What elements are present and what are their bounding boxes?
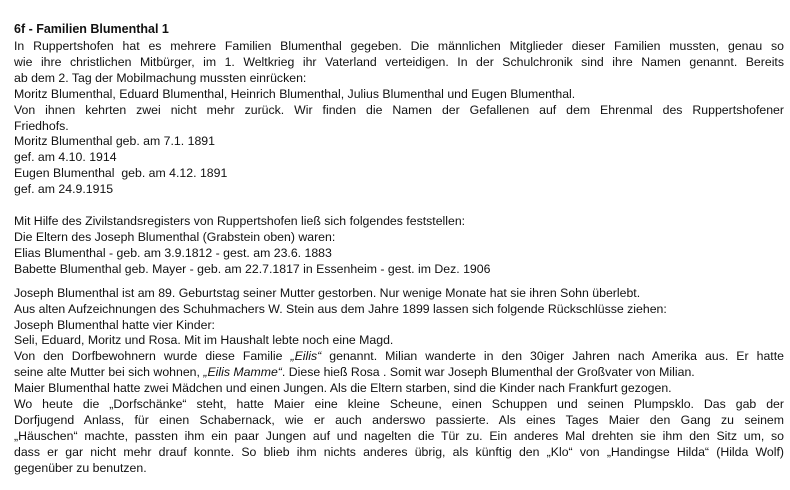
document-page: [14, 22, 784, 477]
text-line: In Ruppertshofen hat es mehrere Familien Blumenthal gegeben. Die männlichen Mitglieder dieser Familien mussten, genau so: [14, 39, 784, 53]
text-line: [14, 349, 784, 365]
text-line: gef. am 24.9.1915: [14, 182, 114, 197]
text-line: Babette Blumenthal geb. Mayer - geb. am 22.7.1817 in Essenheim - gest. im Dez. 1906: [14, 261, 491, 276]
paragraph-register: [14, 214, 784, 278]
text-line: Moritz Blumenthal geb. am 7.1. 1891: [14, 134, 215, 149]
text-line: Joseph Blumenthal ist am 89. Geburtstag seiner Mutter gestorben. Nur wenige Monate hat sie ihren Sohn überlebt.: [14, 285, 641, 300]
text-line: gef. am 4.10. 1914: [14, 150, 117, 165]
text-line: ab dem 2. Tag der Mobilmachung mussten einrücken:: [14, 70, 307, 85]
paragraph-soldiers: [14, 39, 784, 198]
text-line: „Häuschen“ machte, passten ihm ein paar Jungen auf und nagelten die Tür zu. Ein anderes Mal drehten sie ihm den Sitz um, so: [14, 428, 784, 443]
text-line: Die Eltern des Joseph Blumenthal (Grabstein oben) waren:: [14, 229, 336, 244]
text-line: Aus alten Aufzeichnungen des Schuhmachers W. Stein aus dem Jahre 1899 lassen sich folgende Rückschlüsse ziehen:: [14, 301, 667, 316]
text-line: Moritz Blumenthal, Eduard Blumenthal, Heinrich Blumenthal, Julius Blumenthal und Eugen Blumenthal.: [14, 86, 576, 101]
text-line: Joseph Blumenthal hatte vier Kinder:: [14, 317, 215, 332]
text-line: Wo heute die „Dorfschänke“ steht, hatte Maier eine kleine Scheune, einen Schuppen und seinen Plumpsklo. Das gab der: [14, 397, 784, 412]
text-fragment: genannt. Milian wanderte in den 30iger Jahren nach Amerika aus. Er hatte: [321, 349, 784, 364]
text-fragment: seine alte Mutter bei sich wohnen,: [14, 365, 204, 380]
text-line: Von ihnen kehrten zwei nicht mehr zurück. Wir finden die Namen der Gefallenen auf dem Ehrenmal des Ruppertshofener: [14, 102, 784, 117]
text-fragment: Von den Dorfbewohnern wurde diese Familie: [14, 349, 291, 364]
spacer: [14, 198, 784, 214]
text-line: dass er gar nicht mehr drauf konnte. So blieb ihm nichts anderes übrig, als künftig den „Klo“ von „Handingse Hilda“ (Hilda Wolf): [14, 444, 784, 459]
text-line: Seli, Eduard, Moritz und Rosa. Mit im Haushalt lebte noch eine Magd.: [14, 333, 394, 348]
text-line: gegenüber zu benutzen.: [14, 460, 147, 475]
text-line: Elias Blumenthal - geb. am 3.9.1812 - gest. am 23.6. 1883: [14, 245, 332, 260]
text-line: wie ihre christlichen Mitbürger, im 1. Weltkrieg ihr Vaterland verteidigen. In der Schulchronik sind ihre Namen genannt. Bereits: [14, 54, 784, 69]
document-title: 6f - Familien Blumenthal 1: [14, 22, 169, 36]
text-fragment: . Diese hieß Rosa . Somit war Joseph Blumenthal der Großvater von Milian.: [281, 365, 695, 380]
spacer: [14, 278, 784, 286]
text-line: Mit Hilfe des Zivilstandsregisters von Ruppertshofen ließ sich folgendes feststellen:: [14, 214, 466, 229]
text-line: [14, 365, 784, 381]
text-line: Eugen Blumenthal geb. am 4.12. 1891: [14, 166, 228, 181]
mother-nickname: „Eilis Mamme“: [203, 365, 282, 380]
text-line: Friedhofs.: [14, 118, 69, 133]
paragraph-family: [14, 286, 784, 477]
family-nickname: „Eilis“: [290, 349, 322, 364]
text-line: Maier Blumenthal hatte zwei Mädchen und einen Jungen. Als die Eltern starben, sind die Kinder nach Frankfurt gezogen.: [14, 381, 672, 396]
text-line: Dorfjugend Anlass, für einen Schabernack, wie er auch anderswo passierte. Als eines Tages Maier den Gang zu seinem: [14, 412, 784, 427]
